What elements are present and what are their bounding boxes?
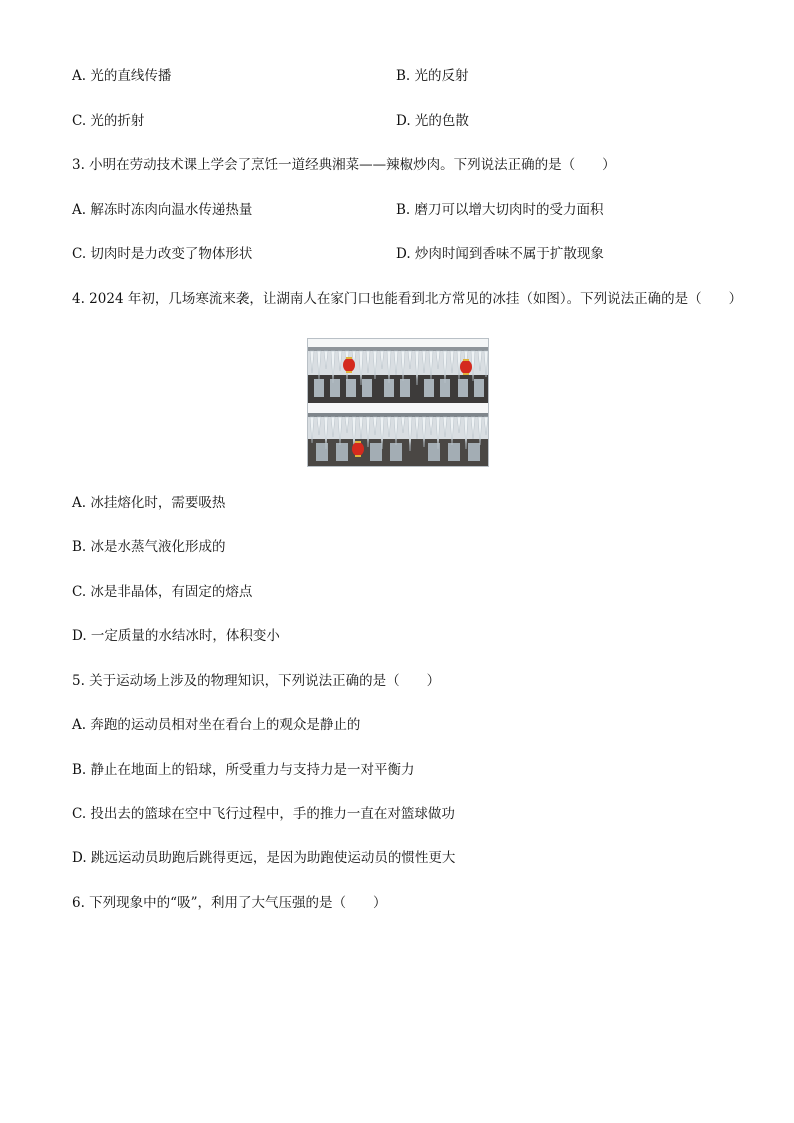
- q5-stem: 5. 关于运动场上涉及的物理知识，下列说法正确的是（ ）: [72, 673, 441, 689]
- q5-option-a: A. 奔跑的运动员相对坐在看台上的观众是静止的: [72, 717, 361, 733]
- q4-option-d: D. 一定质量的水结冰时，体积变小: [72, 628, 280, 644]
- q5-option-d: D. 跳远运动员助跑后跳得更远，是因为助跑使运动员的惯性更大: [72, 850, 456, 866]
- q2-option-d: D. 光的色散: [396, 113, 469, 129]
- icicle-photo: [307, 338, 489, 467]
- q4-option-a: A. 冰挂熔化时，需要吸热: [72, 495, 226, 511]
- q4-option-b: B. 冰是水蒸气液化形成的: [72, 539, 226, 555]
- q6-stem: 6. 下列现象中的“吸”，利用了大气压强的是（ ）: [72, 895, 387, 911]
- q2-option-c: C. 光的折射: [72, 113, 145, 129]
- q3-option-d: D. 炒肉时闻到香味不属于扩散现象: [396, 246, 604, 262]
- q3-stem: 3. 小明在劳动技术课上学会了烹饪一道经典湘菜——辣椒炒肉。下列说法正确的是（ ）: [72, 157, 616, 173]
- q3-option-b: B. 磨刀可以增大切肉时的受力面积: [396, 202, 604, 218]
- q3-option-c: C. 切肉时是力改变了物体形状: [72, 246, 253, 262]
- q5-option-b: B. 静止在地面上的铅球，所受重力与支持力是一对平衡力: [72, 762, 415, 778]
- q4-stem: 4. 2024 年初，几场寒流来袭，让湖南人在家门口也能看到北方常见的冰挂（如图）。下列说法正确的是（ ）: [72, 291, 743, 307]
- q5-option-c: C. 投出去的篮球在空中飞行过程中，手的推力一直在对篮球做功: [72, 806, 455, 822]
- q4-option-c: C. 冰是非晶体，有固定的熔点: [72, 584, 253, 600]
- q2-option-b: B. 光的反射: [396, 68, 469, 84]
- q3-option-a: A. 解冻时冻肉向温水传递热量: [72, 202, 253, 218]
- q2-option-a: A. 光的直线传播: [72, 68, 172, 84]
